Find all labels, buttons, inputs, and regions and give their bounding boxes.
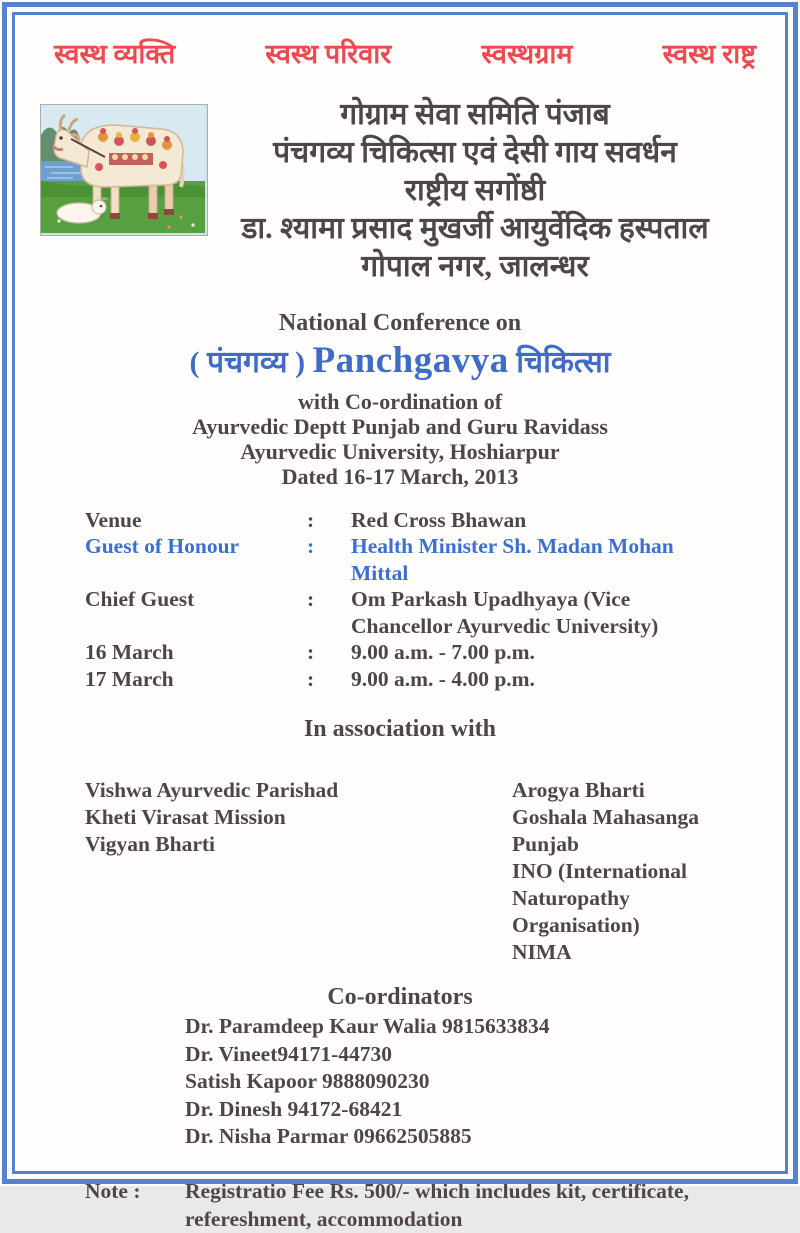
title-devanagari-prefix: ( पंचगव्य ) bbox=[189, 345, 306, 379]
slogan-healthy-family: स्वस्थ परिवार bbox=[265, 39, 392, 69]
coordinator-item: Satish Kapoor 9888090230 bbox=[185, 1069, 430, 1094]
detail-row-venue bbox=[85, 507, 800, 534]
slogan-healthy-person: स्वस्थ व्यक्ति bbox=[54, 39, 176, 69]
detail-row-guest-of-honour bbox=[85, 533, 800, 586]
association-item: INO (International bbox=[512, 859, 687, 884]
detail-label: Venue bbox=[85, 507, 142, 532]
association-item: Goshala Mahasanga Punjab bbox=[512, 805, 699, 857]
association-heading: In association with bbox=[303, 716, 497, 743]
association-item: NIMA bbox=[512, 940, 572, 965]
association-columns bbox=[85, 777, 760, 966]
detail-separator: : bbox=[307, 534, 315, 559]
detail-value: Om Parkash Upadhyaya (Vice Chancellor Ayurvedic University) bbox=[351, 587, 659, 638]
slogan-row bbox=[0, 0, 800, 70]
subtitle-line-3: Ayurvedic University, Hoshiarpur bbox=[240, 438, 560, 464]
org-line-1: गोग्राम सेवा समिति पंजाब bbox=[340, 97, 610, 131]
detail-value: Health Minister Sh. Madan Mohan Mittal bbox=[351, 534, 674, 585]
detail-value: 9.00 a.m. - 4.00 p.m. bbox=[351, 666, 535, 691]
detail-value: 9.00 a.m. - 7.00 p.m. bbox=[351, 640, 535, 665]
slogan-healthy-village: स्वस्थग्राम bbox=[481, 39, 573, 69]
association-item: Vishwa Ayurvedic Parishad bbox=[85, 778, 339, 803]
org-line-3: राष्ट्रीय सगोंष्ठी bbox=[404, 173, 546, 207]
organisation-title-block bbox=[150, 96, 800, 286]
detail-separator: : bbox=[307, 587, 315, 612]
association-right-column bbox=[512, 777, 760, 966]
detail-label: 16 March bbox=[85, 640, 174, 665]
detail-separator: : bbox=[307, 507, 315, 532]
detail-separator: : bbox=[307, 640, 315, 665]
coordinator-item: Dr. Nisha Parmar 09662505885 bbox=[185, 1124, 472, 1149]
title-latin: Panchgavya bbox=[312, 339, 509, 381]
conference-subtitle bbox=[0, 389, 800, 489]
note-text: Registratio Fee Rs. 500/- which includes kit, certificate, refereshment, accommodation bbox=[185, 1178, 689, 1231]
association-item: Naturopathy Organisation) bbox=[512, 886, 640, 938]
coordinator-item: Dr. Dinesh 94172-68421 bbox=[185, 1096, 403, 1121]
subtitle-line-4: Dated 16-17 March, 2013 bbox=[281, 463, 519, 489]
coordinators-heading: Co-ordinators bbox=[327, 984, 473, 1011]
detail-row-16-march bbox=[85, 639, 800, 666]
note-label: Note : bbox=[85, 1178, 141, 1203]
event-details bbox=[85, 507, 800, 693]
title-devanagari-suffix: चिकित्सा bbox=[516, 345, 611, 379]
slogan-healthy-nation: स्वस्थ राष्ट्र bbox=[662, 39, 756, 69]
subtitle-line-1: with Co-ordination of bbox=[297, 388, 503, 414]
association-item: Arogya Bharti bbox=[512, 778, 645, 803]
association-item: Kheti Virasat Mission bbox=[85, 805, 286, 830]
coordinator-item: Dr. Paramdeep Kaur Walia 9815633834 bbox=[185, 1014, 550, 1039]
conference-title-block bbox=[0, 310, 800, 489]
detail-label: Chief Guest bbox=[85, 587, 195, 612]
subtitle-line-2: Ayurvedic Deptt Punjab and Guru Ravidass bbox=[192, 413, 608, 439]
coordinator-item: Dr. Vineet94171-44730 bbox=[185, 1041, 393, 1066]
org-line-4: डा. श्यामा प्रसाद मुखर्जी आयुर्वेदिक हस्पताल bbox=[241, 211, 709, 245]
cow-illustration bbox=[41, 105, 205, 233]
note-row bbox=[85, 1177, 800, 1233]
detail-separator: : bbox=[307, 666, 315, 691]
detail-label: Guest of Honour bbox=[85, 534, 240, 559]
conference-main-title bbox=[0, 339, 800, 385]
detail-label: 17 March bbox=[85, 666, 174, 691]
detail-row-17-march bbox=[85, 666, 800, 693]
detail-value: Red Cross Bhawan bbox=[351, 507, 527, 532]
detail-row-chief-guest bbox=[85, 586, 800, 639]
header-block bbox=[0, 96, 800, 296]
coordinators-list bbox=[185, 1013, 800, 1151]
org-line-2: पंचगव्य चिकित्सा एवं देसी गाय सवर्धन bbox=[273, 135, 677, 169]
conference-pre-title: National Conference on bbox=[278, 309, 522, 336]
org-line-5: गोपाल नगर, जालन्धर bbox=[361, 249, 589, 283]
association-item: Vigyan Bharti bbox=[85, 832, 216, 857]
association-left-column bbox=[85, 777, 512, 966]
cow-image bbox=[40, 104, 208, 236]
